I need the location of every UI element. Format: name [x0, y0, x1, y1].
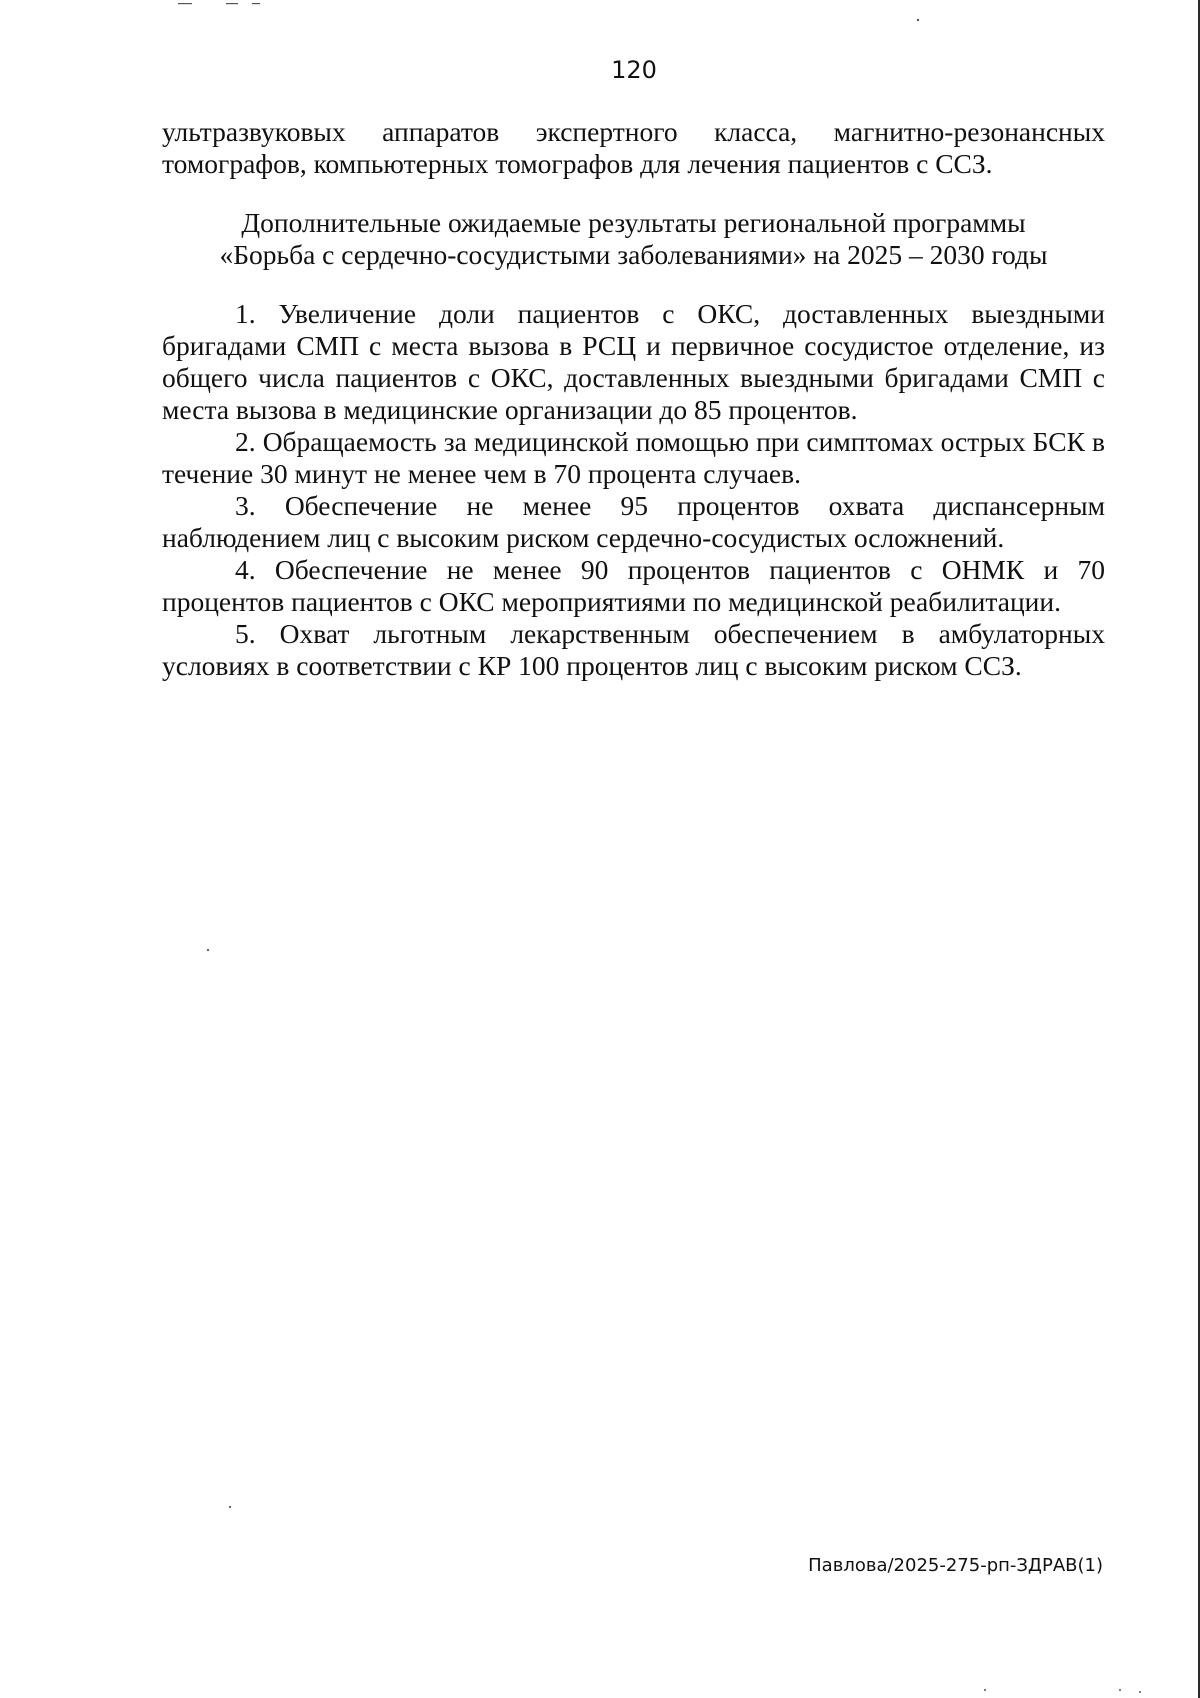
list-item: 5. Охват льготным лекарственным обеспечением в амбулаторных условиях в соответствии с КР 100 процентов лиц с высоким риском ССЗ.: [162, 618, 1105, 681]
list-item: 4. Обеспечение не менее 90 процентов пациентов с ОНМК и 70 процентов пациентов с ОКС мероприятиями по медицинской реабилитации.: [162, 554, 1105, 617]
results-list: [162, 298, 1105, 682]
intro-paragraph: ультразвуковых аппаратов экспертного класса, магнитно-резонансных томографов, компьютерных томографов для лечения пациентов с ССЗ.: [162, 116, 1105, 179]
list-item: 2. Обращаемость за медицинской помощью при симптомах острых БСК в течение 30 минут не менее чем в 70 процента случаев.: [162, 426, 1105, 489]
list-item: 3. Обеспечение не менее 95 процентов охвата диспансерным наблюдением лиц с высоким риском сердечно-сосудистых осложнений.: [162, 490, 1105, 553]
section-heading-line-1: Дополнительные ожидаемые результаты региональной программы: [241, 207, 1026, 238]
section-heading-line-2: «Борьба с сердечно-сосудистыми заболеваниями» на 2025 – 2030 годы: [219, 239, 1048, 270]
document-code: Павлова/2025-275-рп-ЗДРАВ(1): [808, 1555, 1103, 1576]
page-number: 120: [611, 56, 657, 84]
section-heading: [162, 207, 1105, 271]
list-item: 1. Увеличение доли пациентов с ОКС, доставленных выездными бригадами СМП с места вызова в РСЦ и первичное сосудистое отделение, из общего числа пациентов с ОКС, доставленных выездными бригадами СМП с места вызова в медицинские организации до 85 процентов.: [162, 298, 1105, 425]
